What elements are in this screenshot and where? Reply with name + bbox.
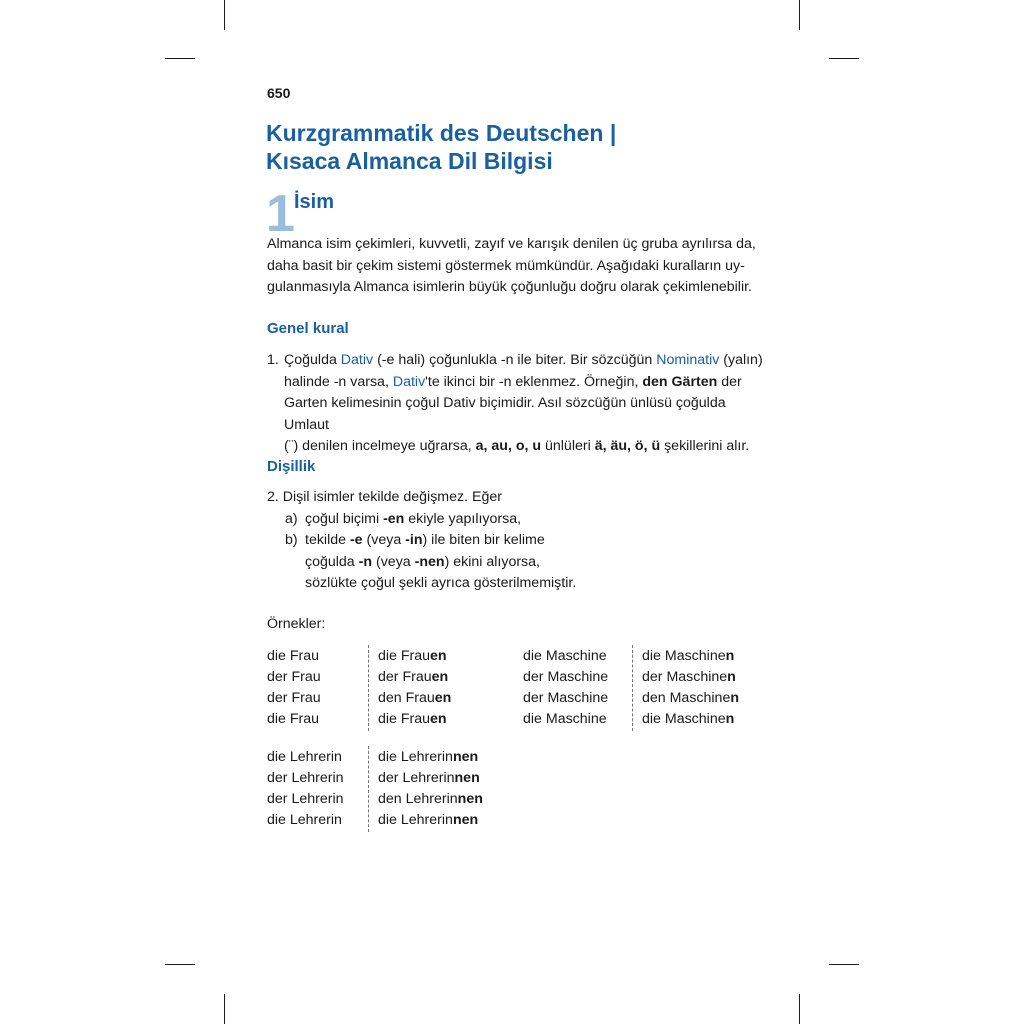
crop-mark — [224, 0, 225, 30]
table-cell — [378, 810, 483, 831]
crop-mark — [799, 0, 800, 30]
suffix: -nen — [414, 553, 445, 570]
text: (yalın) — [719, 352, 763, 368]
title-line: Kısaca Almanca Dil Bilgisi — [266, 148, 553, 174]
suffix: -e — [349, 532, 363, 548]
text: (veya — [372, 553, 415, 570]
page-number: 650 — [267, 85, 291, 101]
umlaut-vowels: ä, äu, ö, ü — [594, 438, 661, 454]
ending: nen — [452, 812, 479, 828]
ending: n — [727, 669, 736, 685]
section-title: İsim — [294, 191, 335, 213]
column-divider — [368, 645, 369, 731]
word-base: die Lehrerin — [378, 812, 453, 828]
example-word: den Gärten — [642, 373, 718, 390]
declension-plural-frau — [378, 646, 451, 730]
table-cell — [378, 789, 483, 810]
ending: nen — [452, 749, 479, 765]
word-base: den Lehrerin — [378, 791, 458, 807]
text: halinde -n varsa, — [284, 373, 393, 390]
text: der — [717, 373, 742, 390]
crop-mark — [829, 964, 859, 965]
word-base: den Maschine — [642, 690, 731, 706]
table-cell — [378, 646, 451, 667]
text-line: gulanmasıyla Almanca isimlerin büyük çoğunluğu doğru olarak çekimlenebilir. — [267, 279, 752, 295]
text-line — [284, 350, 769, 372]
vowels: a, au, o, u — [475, 438, 542, 454]
text-line: sözlükte çoğul şekli ayrıca gösterilmemiştir. — [305, 575, 577, 591]
list-label: b) — [285, 532, 298, 548]
word-base: den Frau — [378, 690, 435, 706]
ending: nen — [457, 791, 483, 807]
term-nominativ: Nominativ — [656, 352, 720, 368]
table-cell: der Lehrerin — [267, 770, 344, 786]
text-line: Garten kelimesinin çoğul Dativ biçimidir. Asıl sözcüğün ünlüsü çoğulda Umlaut — [284, 395, 726, 433]
table-cell — [642, 709, 739, 730]
word-base: die Frau — [378, 648, 431, 664]
text: şekillerini alır. — [660, 438, 750, 454]
text-line — [267, 530, 767, 552]
text: (-e hali) çoğunlukla -n ile biter. Bir sözcüğün — [373, 352, 657, 368]
crop-mark — [165, 964, 195, 965]
text: ) ile biten bir kelime — [422, 532, 545, 548]
ending: en — [431, 669, 449, 685]
table-cell: die Lehrerin — [267, 749, 342, 765]
word-base: die Lehrerin — [378, 749, 453, 765]
term-dativ: Dativ — [392, 373, 426, 390]
declension-singular-maschine — [523, 646, 608, 730]
column-divider — [632, 645, 633, 731]
suffix: -in — [405, 532, 423, 548]
word-base: die Frau — [378, 711, 431, 727]
word-base: der Lehrerin — [378, 770, 455, 786]
table-cell: die Lehrerin — [267, 812, 342, 828]
text: ünlüleri — [541, 438, 595, 454]
table-cell — [378, 667, 451, 688]
crop-mark — [165, 58, 195, 59]
table-cell: die Maschine — [523, 648, 607, 664]
word-base: der Maschine — [642, 669, 728, 685]
table-cell — [378, 709, 451, 730]
ending: en — [430, 711, 447, 727]
text: (veya — [362, 532, 406, 548]
section-number: 1 — [266, 185, 295, 243]
text: Çoğulda — [284, 352, 341, 368]
word-base: die Maschine — [642, 711, 726, 727]
table-cell — [378, 747, 483, 768]
text: ) ekini alıyorsa, — [444, 553, 540, 570]
declension-singular-frau — [267, 646, 321, 730]
column-divider — [368, 746, 369, 832]
declension-singular-lehrerin — [267, 747, 344, 831]
crop-mark — [799, 994, 800, 1024]
text-line — [267, 552, 767, 574]
examples-label: Örnekler: — [267, 616, 326, 632]
ending: en — [434, 690, 452, 706]
table-cell: der Lehrerin — [267, 791, 344, 807]
table-cell: die Maschine — [523, 711, 607, 727]
declension-plural-lehrerin — [378, 747, 483, 831]
ending: n — [725, 711, 735, 727]
text-line: daha basit bir çekim sistemi göstermek mümkündür. Aşağıdaki kuralların uy- — [267, 257, 745, 274]
table-cell: der Frau — [267, 690, 321, 706]
text: çoğulda — [305, 553, 359, 570]
suffix: -en — [383, 510, 405, 527]
text: ekiyle yapılıyorsa, — [404, 510, 522, 527]
list-number: 1. — [267, 352, 279, 368]
intro-paragraph — [267, 234, 757, 299]
subheading-disillik: Dişillik — [267, 458, 316, 475]
table-cell — [378, 768, 483, 789]
table-cell: die Frau — [267, 648, 320, 664]
table-cell — [642, 667, 739, 688]
list-label: a) — [285, 510, 298, 527]
word-base: der Frau — [378, 669, 432, 685]
ending: n — [725, 648, 735, 664]
text: tekilde — [305, 532, 350, 548]
text-line — [284, 436, 769, 458]
text: (¨) denilen incelmeye uğrarsa, — [284, 438, 476, 454]
table-cell — [642, 688, 739, 709]
word-base: die Maschine — [642, 648, 726, 664]
table-cell: der Maschine — [523, 669, 609, 685]
suffix: -n — [358, 553, 373, 570]
text: 'te ikinci bir -n eklenmez. Örneğin, — [425, 373, 643, 390]
text-line — [267, 509, 767, 531]
rule-2 — [267, 487, 767, 595]
table-cell: die Frau — [267, 711, 320, 727]
ending: nen — [454, 770, 480, 786]
subheading-genel-kural: Genel kural — [267, 320, 349, 337]
table-cell: der Frau — [267, 669, 321, 685]
table-cell — [378, 688, 451, 709]
title-line: Kurzgrammatik des Deutschen | — [266, 120, 617, 146]
term-dativ: Dativ — [340, 352, 374, 368]
ending: n — [730, 690, 740, 706]
crop-mark — [829, 58, 859, 59]
table-cell — [642, 646, 739, 667]
text-line: 2. Dişil isimler tekilde değişmez. Eğer — [267, 489, 502, 505]
text: çoğul biçimi — [305, 510, 384, 527]
declension-plural-maschine — [642, 646, 739, 730]
text-line — [284, 372, 769, 394]
crop-mark — [224, 994, 225, 1024]
ending: en — [430, 648, 447, 664]
page-title — [266, 119, 616, 175]
table-cell: der Maschine — [523, 690, 609, 706]
rule-1-text — [284, 350, 769, 458]
text-line: Almanca isim çekimleri, kuvvetli, zayıf ve karışık denilen üç gruba ayrılırsa da, — [267, 236, 756, 252]
